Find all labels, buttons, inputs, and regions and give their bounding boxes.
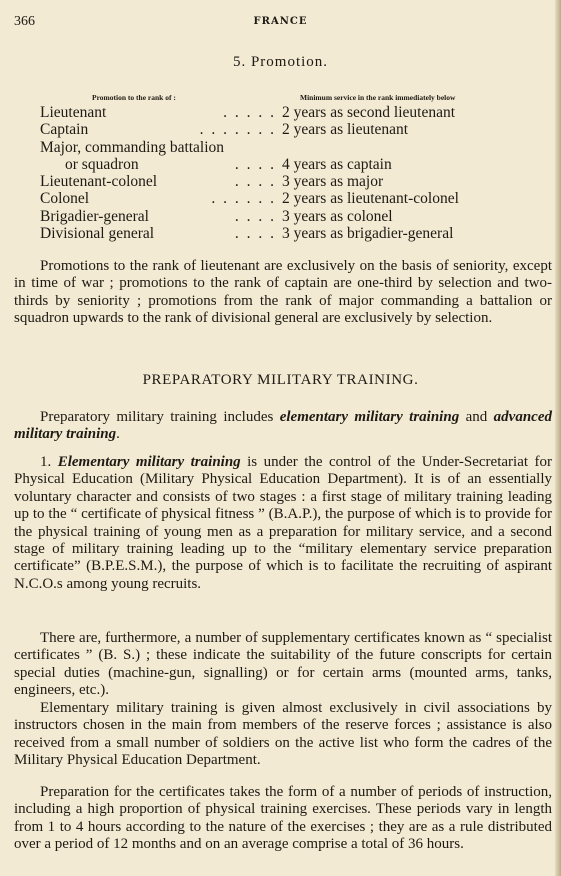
rank-column-header: Promotion to the rank of : (92, 93, 176, 102)
promotions-paragraph: Promotions to the rank of lieutenant are exclusively on the basis of seniority, except in time of war ; promotions to the rank of captain are one-third by selection and two-thirds by seniority ; promotions from the rank of major commanding a battalion or squadron upwards to the rank of divisional general are exclusively by selection. (14, 258, 552, 327)
rank-cell: Major, commanding battalion (40, 138, 225, 156)
table-row (40, 156, 510, 173)
instructors-paragraph: Elementary military training is given almost exclusively in civil associations by instructors chosen in the main from members of the reserve forces ; assistance is also received from a small number of soldiers on the active list who form the cadres of the Military Physical Education Department. (14, 700, 552, 769)
table-row (40, 208, 510, 225)
rank-cell: Lieutenant-colonel (40, 173, 158, 191)
intro-text-c: . (116, 426, 120, 443)
table-row (40, 121, 510, 138)
table-row (40, 225, 510, 242)
minimum-service-cell: 2 years as lieutenant (282, 121, 409, 139)
leader-dots: . . . . . . . (199, 121, 276, 139)
elementary-training-text: is under the control of the Under-Secretariat for Physical Education (Military Physical Education Department). It is of an essentially voluntary character and consists of two stages : a first stage of military training leading up to the “ certificate of physical fitness ” (B.A.P.), the purpose of which is to provide for the physical training of young men as a preparation for military service, and a second stage of military training leading up to the “military elementary service preparation certificate” (B.P.E.S.M.), the purpose of which is to facilitate the recruiting of aspirant N.C.O.s among young recruits. (14, 454, 552, 592)
rank-cell: Lieutenant (40, 104, 107, 121)
minimum-service-cell: 2 years as second lieutenant (282, 104, 456, 121)
rank-cell: or squadron (65, 155, 139, 173)
training-heading: PREPARATORY MILITARY TRAINING. (142, 372, 419, 388)
leader-dots: . . . . . . (211, 190, 276, 208)
elementary-training-paragraph (14, 454, 552, 593)
elementary-training-term: elementary military training (279, 409, 460, 425)
item-number: 1. (40, 454, 58, 470)
supplementary-certificates-paragraph: There are, furthermore, a number of supplementary certificates known as “ specialist certificates ” (B. S.) ; these indicate the suitability of the future conscripts for certain special duties (machine-gun, signalling) or for certain arms (mounted arms, tanks, engineers, etc.). (14, 630, 552, 699)
minimum-service-cell: 3 years as major (282, 173, 384, 191)
promotion-table (40, 104, 510, 242)
minimum-service-cell: 3 years as colonel (282, 207, 393, 225)
leader-dots: . . . . (234, 173, 276, 191)
rank-cell: Divisional general (40, 225, 155, 243)
page-header (14, 14, 547, 32)
rank-cell: Colonel (40, 190, 90, 208)
leader-dots: . . . . . (223, 104, 276, 121)
leader-dots: . . . . (234, 207, 276, 225)
rank-cell: Brigadier-general (40, 207, 149, 225)
table-row (40, 190, 510, 207)
minimum-service-cell: 2 years as lieutenant-colonel (282, 190, 459, 208)
advanced-training-term: advanced military training (14, 409, 552, 443)
table-row (40, 173, 510, 190)
minimum-service-column-header: Minimum service in the rank immediately below (300, 93, 456, 102)
page-number: 366 (14, 14, 35, 29)
running-title: FRANCE (253, 16, 308, 27)
table-row (40, 139, 510, 156)
leader-dots: . . . . (234, 225, 276, 243)
section-title: 5. Promotion. (232, 54, 329, 70)
intro-text-a: Preparatory military training includes (40, 409, 280, 425)
preparation-paragraph: Preparation for the certificates takes the form of a number of periods of instruction, including a high proportion of physical training exercises. These periods vary in length from 1 to 4 hours according to the nature of the exercises ; they are as a rule distributed over a period of 12 months and on an average comprise a total of 36 hours. (14, 784, 552, 853)
training-intro-paragraph (14, 409, 552, 444)
elementary-training-term: Elementary military training (57, 454, 241, 470)
page-edge (555, 0, 561, 876)
rank-cell: Captain (40, 121, 89, 139)
minimum-service-cell: 4 years as captain (282, 155, 392, 173)
minimum-service-cell: 3 years as brigadier-general (282, 225, 454, 243)
leader-dots: . . . . (234, 155, 276, 173)
table-row (40, 104, 510, 121)
intro-text-b: and (459, 409, 494, 425)
